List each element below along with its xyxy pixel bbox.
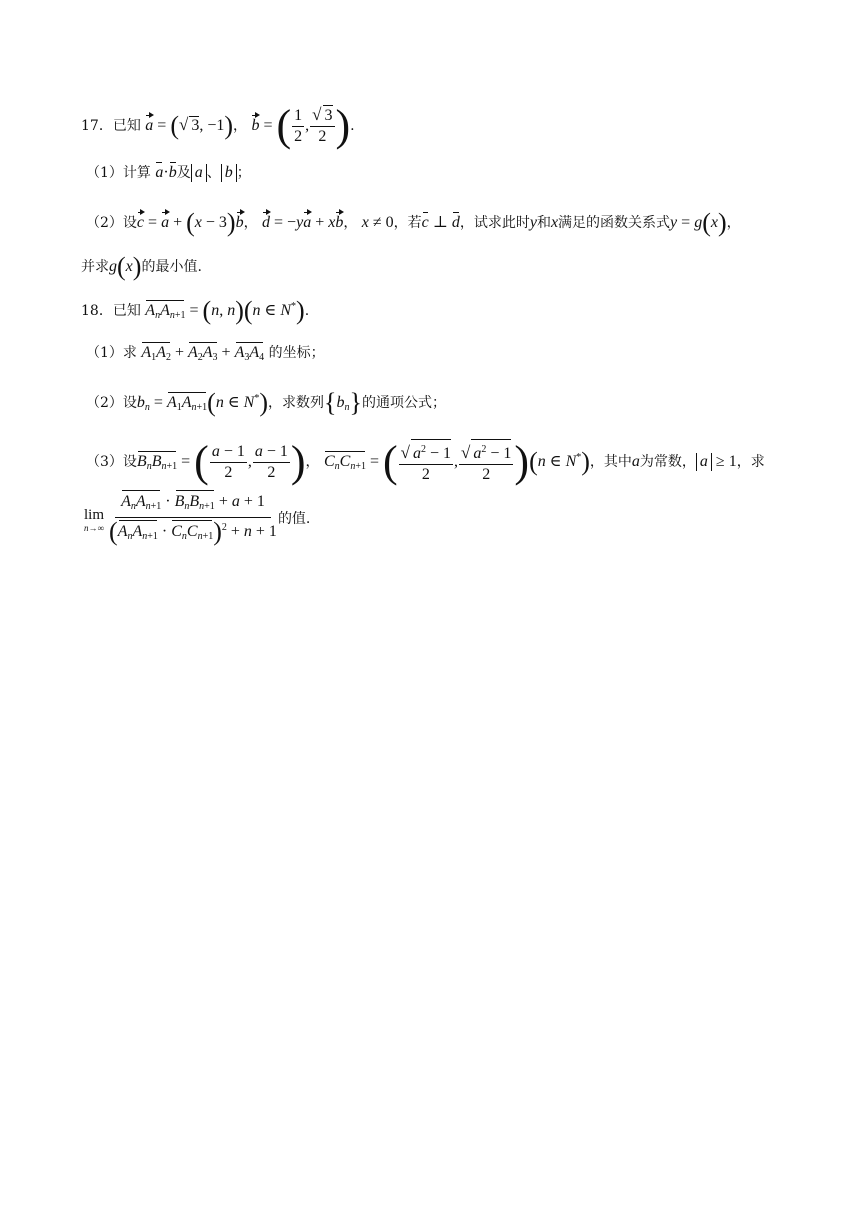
q17-vector-c: c = a + (x − 3)b bbox=[136, 208, 244, 237]
q18-vector-sum: $A_1A_2 + A_2A_3 + A_3A_4$ bbox=[141, 344, 265, 363]
q17-part1: （1）计算 a·b及 a 、 b ； bbox=[86, 164, 251, 181]
q18-part2: （2）设$b_n = A_1A_{n+1}(n$ ∈ N*)，求数列$\{b_n\}$的通项公式； bbox=[86, 388, 446, 417]
q17-stem: 17．已知 a = (√ 3, −1)， b = ( $\frac{1}{2}$ , $\frac{√ 3}{2}$ ). bbox=[81, 101, 355, 150]
q17-part2-cont: 并求g(x)的最小值. bbox=[81, 252, 202, 281]
q17-part2: （2）设c = a + (x − 3)b， d = −ya + xb， x ≠ 0，若c ⊥ d，试求此时y和x满足的函数关系式y = g(x)， bbox=[86, 208, 741, 237]
q17-vector-a: a = (√ 3, −1) bbox=[145, 111, 234, 140]
q17-vector-b: b = ( $\frac{1}{2}$ , $\frac{√ 3}{2}$ ) bbox=[251, 101, 351, 150]
q17-function: y = g(x) bbox=[670, 208, 727, 237]
q17-dot-product: a·b bbox=[155, 164, 177, 181]
q18-vector-def: $A_nA_{n+1} = (n$, n)(n ∈ N*) bbox=[145, 296, 305, 325]
q18-stem: 18．已知 $A_nA_{n+1} = (n$, n)(n ∈ N*). bbox=[81, 296, 310, 325]
q18-limit-expression: lim n→∞ $\frac{A_nA_{n+1} \cdot B_nB_{n+1} + a + 1}{(A_nA_{n+1} \cdot C_nC_{n+1})^2 + n + 1}$ bbox=[84, 493, 277, 546]
q17-x-nonzero: x ≠ 0 bbox=[361, 214, 394, 231]
q18-limit: lim n→∞ $\frac{A_nA_{n+1} \cdot B_nB_{n+1} + a + 1}{(A_nA_{n+1} \cdot C_nC_{n+1})^2 + n + 1}$ 的值. bbox=[84, 493, 311, 546]
q18-part3: （3）设$B_nB_{n+1}$ = ( $\frac{a - 1}{2}$ , $\frac{a - 1}{2}$ )， $C_nC_{n+1}$ = ( $\frac{√ a^2 - 1}{2}$ , $\frac{√ a^2 - 1}{2}$ )(n ∈ N*)，其中a为常数， a ≥ 1，求 bbox=[86, 437, 765, 486]
q18-bn-def: $b_n = A_1A_{n+1}(n$ ∈ N*) bbox=[136, 388, 269, 417]
q18-part1: （1）求 $A_1A_2 + A_2A_3 + A_3A_4$ 的坐标； bbox=[86, 344, 325, 363]
q17-perpendicular: c ⊥ d bbox=[421, 214, 460, 231]
q18-abs-a: a ≥ 1 bbox=[696, 453, 737, 470]
q17-number: 17． bbox=[81, 118, 113, 134]
q18-cc-def: $C_nC_{n+1}$ = ( $\frac{√ a^2 - 1}{2}$ , $\frac{√ a^2 - 1}{2}$ )(n ∈ N*) bbox=[323, 437, 590, 486]
q17-abs-a: a bbox=[191, 164, 207, 182]
q18-bb-def: $B_nB_{n+1}$ = ( $\frac{a - 1}{2}$ , $\frac{a - 1}{2}$ ) bbox=[136, 437, 306, 486]
q17-vector-d: d = −ya + xb bbox=[262, 214, 344, 231]
q17-abs-b: b bbox=[221, 164, 237, 182]
q18-bn-seq: $\{b_n\}$ bbox=[324, 388, 362, 417]
q17-intro: 已知 bbox=[112, 118, 141, 134]
q17-gx: g(x) bbox=[109, 252, 142, 281]
